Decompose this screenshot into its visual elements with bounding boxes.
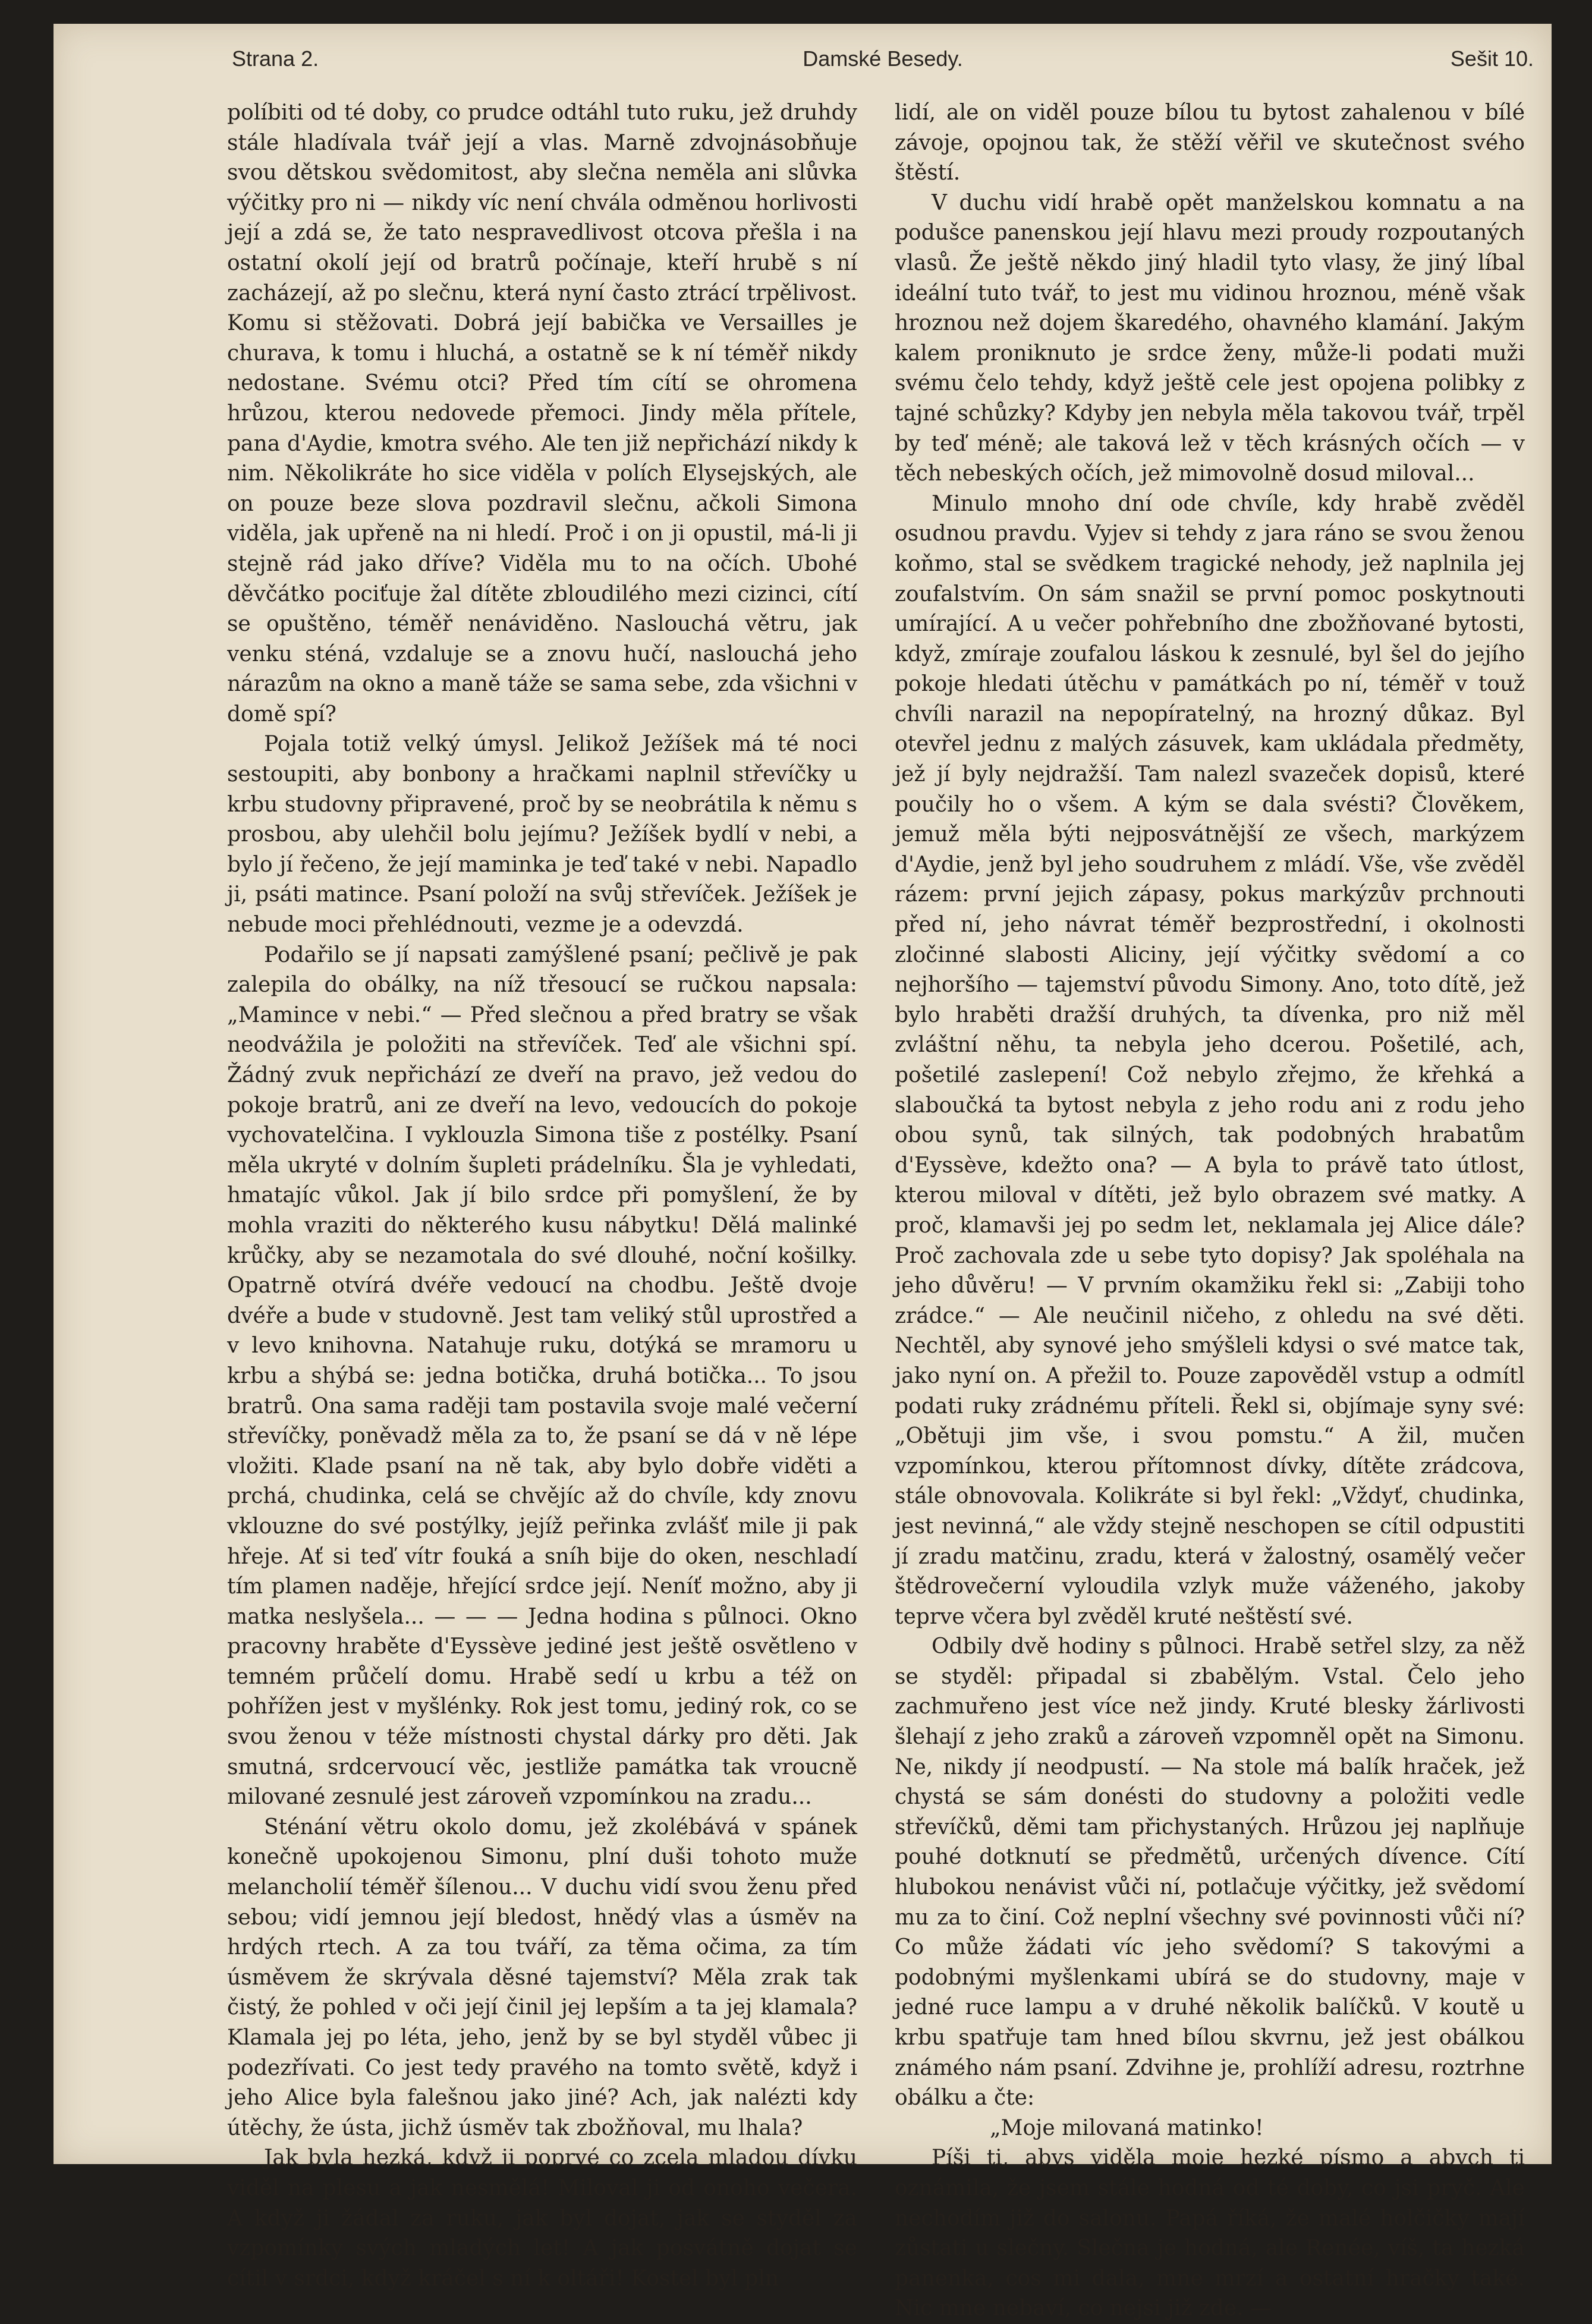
paragraph: Minulo mnoho dní ode chvíle, kdy hrabě zvěděl osudnou pravdu. Vyjev si tehdy z jara ráno se svou ženou koňmo, stal se svědkem tragické nehody, jež naplnila jej zoufalstvím. On sám snažil se první pomoc poskytnouti umírající. A u večer pohřebního dne zbožňované bytosti, když, zmíraje zoufalou láskou k zesnulé, byl šel do jejího pokoje hledati útěchu v památkách po ní, téměř v touž chvíli narazil na nepopíratelný, na hrozný důkaz. Byl otevřel jednu z malých zásuvek, kam ukládala předměty, jež jí byly nejdražší. Tam nalezl svazeček dopisů, které poučily ho o všem. A kým se dala svésti? Člověkem, jemuž měla býti nejposvátnější ze všech, markýzem d'Aydie, jenž byl jeho soudruhem z mládí. Vše, vše zvěděl rázem: první jejich zápasy, pokus markýzův prchnouti před ní, jeho návrat téměř bezprostřední, i okolnosti zločinné slabosti Aliciny, její výčitky svědomí a co nejhoršího — tajemství původu Simony. Ano, toto dítě, jež bylo hraběti dražší druhých, ta dívenka, pro niž měl zvláštní něhu, ta nebyla jeho dcerou. Pošetilé, ach, pošetilé zaslepení! Což nebylo zřejmo, že křehká a slaboučká ta bytost nebyla z jeho rodu ani z rodu jeho obou synů, tak silných, tak podobných hrabatům d'Eyssève, kdežto ona? — A byla to právě tato útlost, kterou miloval v dítěti, jež bylo obrazem své matky. A proč, klamavši jej po sedm let, neklamala jej Alice dále? Proč zachovala zde u sebe tyto dopisy? Jak spoléhala na jeho důvěru! — V prvním okamžiku řekl si: „Zabiji toho zrádce.“ — Ale neučinil ničeho, z ohledu na své děti. Nechtěl, aby synové jeho smýšleli kdysi o své matce tak, jako nyní on. A přežil to. Pouze zapověděl vstup a odmítl podati ruky zrádnému příteli. Řekl si, objímaje syny své: „Obětuji jim vše, i svou pomstu.“ A žil, mučen vzpomínkou, kterou přítomnost dívky, dítěte zrádcova, stále obnovovala. Kolikráte si byl řekl: „Vždyť, chudinka, jest nevinná,“ ale vždy stejně neschopen se cítil odpustiti jí zradu matčinu, zradu, která v žalostný, osamělý večer štědrovečerní vyloudila vzlyk muže váženého, jakoby teprve včera byl zvěděl kruté neštěstí své.: [895, 491, 1525, 1629]
left-text-column: [227, 98, 857, 2291]
letter-paragraph: Píši ti, abys viděla moje hezké písmo a abych ti oznámila, že jsem stále hodná od té doby, co jsi pryč. Ale nechodím již do salonu. Papá říká, že malé holčičky mají zůstati u slečny. Slečna je hodná, ale Renée, víš, ta hezká panenka, cos mi dala, mne mrzí a ostatní hračky také. Nic mne nebaví, co nejsi již zde. —: [895, 2146, 1525, 2321]
paragraph: Podařilo se jí napsati zamýšlené psaní; pečlivě je pak zalepila do obálky, na níž třesoucí se ručkou napsala: „Mamince v nebi.“ — Před slečnou a před bratry se však neodvážila je položiti na střevíček. Teď ale všichni spí. Žádný zvuk nepřichází ze dveří na pravo, jež vedou do pokoje bratrů, ani ze dveří na levo, vedoucích do pokoje vychovatelčina. I vyklouzla Simona tiše z postélky. Psaní měla ukryté v dolním šupleti prádelníku. Šla je vyhledati, hmatajíc vůkol. Jak jí bilo srdce při pomyšlení, že by mohla vraziti do některého kusu nábytku! Dělá malinké krůčky, aby se nezamotala do své dlouhé, noční košilky. Opatrně otvírá dvéře vedoucí na chodbu. Ještě dvoje dvéře a bude v studovně. Jest tam veliký stůl uprostřed a v levo knihovna. Natahuje ruku, dotýká se mramoru u krbu a shýbá se: jedna botička, druhá botička... To jsou bratrů. Ona sama raději tam postavila svoje malé večerní střevíčky, poněvadž měla za to, že psaní se dá v ně lépe vložiti. Klade psaní na ně tak, aby bylo dobře viděti a prchá, chudinka, celá se chvějíc až do chvíle, kdy znovu vklouzne do své postýlky, jejíž peřinka zvlášť mile ji pak hřeje. Ať si teď vítr fouká a sníh bije do oken, neschladí tím plamen naděje, hřející srdce její. Neníť možno, aby ji matka neslyšela... — — — Jedna hodina s půlnoci. Okno pracovny hraběte d'Eyssève jediné jest ještě osvětleno v temném průčelí domu. Hrabě sedí u krbu a též on pohřížen jest v myšlénky. Rok jest tomu, jediný rok, co se svou ženou v téže místnosti chystal dárky pro děti. Jak smutná, srdcervoucí věc, jestliže památka tak vroucně milované zesnulé jest zároveň vzpomínkou na zradu...: [227, 942, 857, 1810]
issue-number: Sešit 10.: [1450, 46, 1534, 71]
paragraph: Pojala totiž velký úmysl. Jelikož Ježíšek má té noci sestoupiti, aby bonbony a hračkami naplnil střevíčky u krbu studovny připravené, proč by se neobrátila k němu s prosbou, aby ulehčil bolu jejímu? Ježíšek bydlí v nebi, a bylo jí řečeno, že její maminka je teď také v nebi. Napadlo ji, psáti matince. Psaní položí na svůj střevíček. Ježíšek je nebude moci přehlédnouti, vezme je a odevzdá.: [227, 732, 857, 938]
paragraph: Odbily dvě hodiny s půlnoci. Hrabě setřel slzy, za něž se styděl: připadal si zbabělým. Vstal. Čelo jeho zachmuřeno jest více než jindy. Kruté blesky žárlivosti šlehají z jeho zraků a zároveň vzpomněl opět na Simonu. Ne, nikdy jí neodpustí. — Na stole má balík hraček, jež chystá se sám donésti do studovny a položiti vedle střevíčků, děmi tam přichystaných. Hrůzou jej naplňuje pouhé dotknutí se předmětů, určených dívence. Cítí hlubokou nenávist vůči ní, potlačuje výčitky, jež svědomí mu za to činí. Což neplní všechny své povinnosti vůči ní? Co může žádati víc jeho svědomí? S takovými a podobnými myšlenkami ubírá se do studovny, maje v jedné ruce lampu a v druhé několik balíčků. V koutě u krbu spatřuje tam hned bílou skvrnu, jež jest obálkou známého nám psaní. Zdvihne je, prohlíží adresu, roztrhne obálku a čte:: [895, 1634, 1525, 2111]
right-text-column: [895, 98, 1525, 2321]
paragraph: políbiti od té doby, co prudce odtáhl tuto ruku, jež druhdy stále hladívala tvář její a vlas. Marně zdvojnásobňuje svou dětskou svědomitost, aby slečna neměla ani slůvka výčitky pro ni — nikdy víc není chvála odměnou horlivosti její a zdá se, že tato nespravedlivost otcova přešla i na ostatní okolí její od bratrů počínaje, kteří hrubě s ní zacházejí, až po slečnu, která nyní často ztrácí trpělivost. Komu si stěžovati. Dobrá její babička ve Versailles je churava, k tomu i hluchá, a ostatně se k ní téměř nikdy nedostane. Svému otci? Před tím cítí se ohromena hrůzou, kterou nedovede přemoci. Jindy měla přítele, pana d'Aydie, kmotra svého. Ale ten již nepřichází nikdy k nim. Několikráte ho sice viděla v polích Elysejských, ale on pouze beze slova pozdravil slečnu, ačkoli Simona viděla, jak upřeně na ni hledí. Proč i on ji opustil, má-li ji stejně rád jako dříve? Viděla mu to na očích. Ubohé děvčátko pociťuje žal dítěte zbloudilého mezi cizinci, cítí se opuštěno, téměř nenáviděno. Naslouchá větru, jak venku sténá, vzdaluje se a znovu hučí, naslouchá jeho nárazům na okno a maně táže se sama sebe, zda všichni v domě spí?: [227, 100, 857, 727]
paragraph: Sténání větru okolo domu, jež zkolébává v spánek konečně upokojenou Simonu, plní duši tohoto muže melancholií téměř šílenou... V duchu vidí svou ženu před sebou; vidí jemnou její bledost, hnědý vlas a úsměv na hrdých rtech. A za tou tváří, za těma očima, za tím úsměvem že skrývala děsné tajemství? Měla zrak tak čistý, že pohled v oči její činil jej lepším a ta jej klamala? Klamala jej po léta, jeho, jenž by se byl styděl vůbec ji podezřívati. Co jest tedy pravého na tomto světě, když i jeho Alice byla falešnou jako jiné? Ach, jak nalézti kdy útěchy, že ústa, jichž úsměv tak zbožňoval, mu lhala?: [227, 1814, 857, 2140]
magazine-page: [54, 24, 1552, 2321]
journal-title: Damské Besedy.: [803, 46, 963, 71]
paragraph: lidí, ale on viděl pouze bílou tu bytost zahalenou v bílé závoje, opojnou tak, že stěží věřil ve skutečnost svého štěstí.: [895, 100, 1525, 185]
running-header: [232, 46, 1534, 88]
letter-salutation: „Moje milovaná matinko!: [990, 2115, 1264, 2140]
paragraph: V duchu vidí hrabě opět manželskou komnatu a na podušce panenskou její hlavu mezi proudy rozpoutaných vlasů. Že ještě někdo jiný hladil tyto vlasy, že jiný líbal ideální tuto tvář, to jest mu vidinou hroznou, méně však hroznou než dojem škaredého, ohavného klamání. Jakým kalem proniknuto je srdce ženy, může-li podati muži svému čelo tehdy, když ještě cele jest opojena polibky z tajné schůzky? Kdyby jen nebyla měla takovou tvář, trpěl by teď méně; ale taková lež v těch krásných očích — v těch nebeských očích, jež mimovolně dosud miloval...: [895, 190, 1525, 486]
paragraph: Jak byla hezká, když ji poprvé co zcela mladou dívku viděl na plesu a jak nesmělá! Miloval ji od onoho večera. A když ji žádal za ruku, jak byl dojat, jak se styděl za vzpomínky svých mladých let! A jak posvátně dojat se cítil v srdci, když kráčel s ní k oltáři! Kostel byl pln: [227, 2146, 857, 2291]
page-number: Strana 2.: [232, 46, 319, 71]
